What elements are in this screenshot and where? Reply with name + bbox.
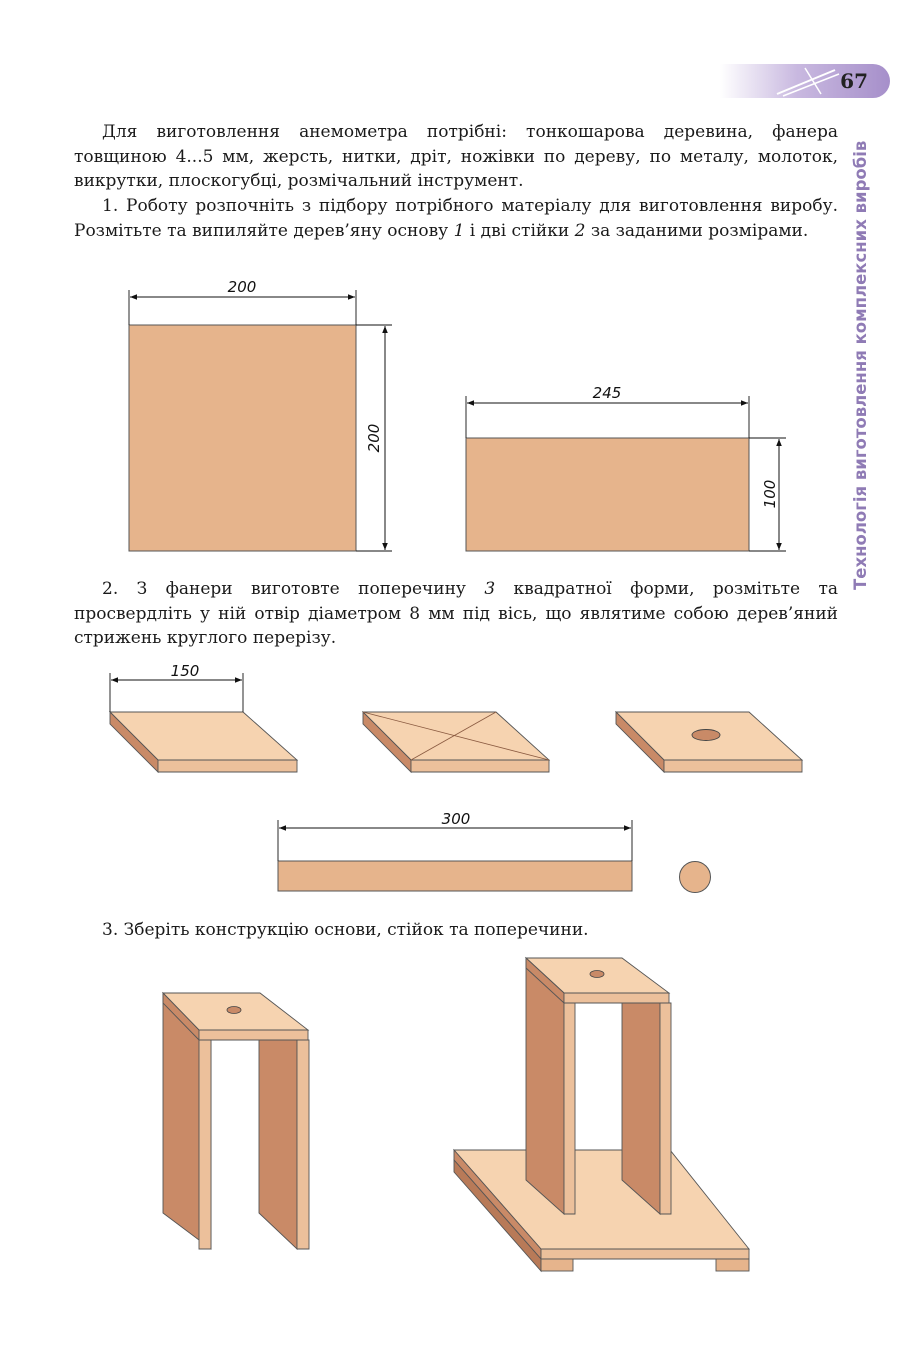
base-board-drawing bbox=[129, 278, 392, 551]
crossbar-width-label: 150 bbox=[170, 662, 200, 680]
rod-cross-section bbox=[680, 862, 711, 893]
base-width-label: 200 bbox=[227, 278, 257, 296]
chapter-title: Технологія виготовлення комплексних виробів bbox=[851, 140, 870, 590]
crossbar-plate-drilled bbox=[616, 712, 802, 772]
post-width-label: 245 bbox=[592, 384, 622, 402]
page-number: 67 bbox=[840, 69, 868, 93]
full-assembly bbox=[454, 958, 749, 1271]
axle-rod-drawing bbox=[278, 810, 711, 893]
part-number-1: 1 bbox=[453, 220, 465, 241]
post-board-drawing bbox=[466, 384, 786, 551]
crossbar-plate-marked bbox=[363, 712, 549, 772]
intro-paragraph: Для виготовлення анемометра потрібні: тонкошарова деревина, фанера товщиною 4...5 мм, жерсть, нитки, дріт, ножівки по дереву, по металу, молоток, викрутки, плоскогубці, розмічальний інструмент. bbox=[74, 122, 838, 191]
crossbar-plate-blank bbox=[110, 662, 297, 772]
frame-assembly bbox=[163, 993, 309, 1249]
rod-length-label: 300 bbox=[441, 810, 471, 828]
part-number-3: 3 bbox=[484, 579, 496, 599]
base-height-label: 200 bbox=[365, 423, 383, 453]
post-height-label: 100 bbox=[761, 479, 779, 509]
part-number-2: 2 bbox=[574, 220, 586, 241]
step1-paragraph: 1. Роботу розпочніть з підбору потрібного матеріалу для виготовлення виробу. Розмітьте та випиляйте дерев’яну основу 1 і дві стійки 2 за заданими розмірами. bbox=[74, 196, 838, 241]
step2-paragraph: 2. З фанери виготовте поперечину 3 квадратної форми, розмітьте та просвердліть у ній отвір діаметром 8 мм під вісь, що являтиме собою дерев’яний стрижень круглого перерізу. bbox=[74, 579, 838, 648]
step3-paragraph: 3. Зберіть конструкцію основи, стійок та поперечини. bbox=[102, 920, 589, 940]
